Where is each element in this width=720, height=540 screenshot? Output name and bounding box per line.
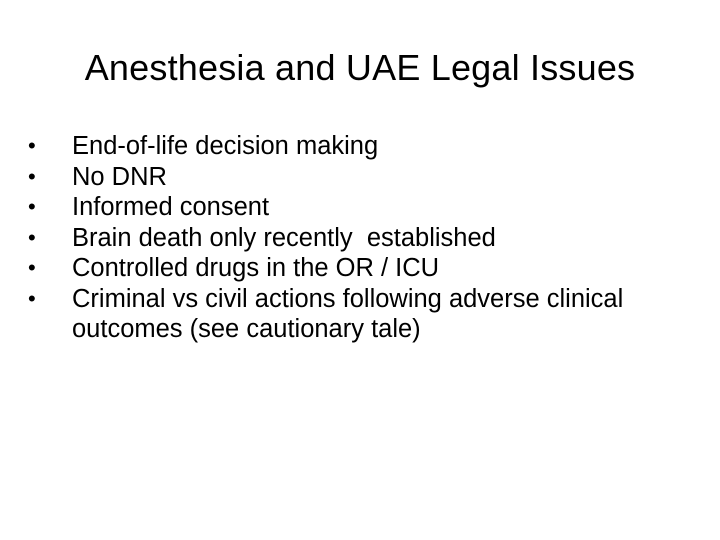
- bullet-icon: •: [28, 194, 36, 219]
- bullet-item-informed-consent: [28, 192, 688, 223]
- bullet-item-no-dnr: [28, 162, 688, 193]
- bullet-text: Controlled drugs in the OR / ICU: [72, 254, 440, 282]
- bullet-list: [28, 131, 688, 345]
- bullet-text: End-of-life decision making: [72, 132, 379, 160]
- bullet-icon: •: [28, 285, 36, 311]
- bullet-item-end-of-life: [28, 131, 688, 162]
- bullet-icon: •: [28, 163, 36, 189]
- bullet-item-controlled-drugs: [28, 253, 688, 284]
- bullet-icon: •: [28, 224, 36, 250]
- bullet-item-brain-death: [28, 223, 688, 254]
- bullet-text: Brain death only recently established: [72, 223, 496, 252]
- bullet-text: Informed consent: [72, 193, 270, 221]
- bullet-icon: •: [28, 133, 36, 158]
- bullet-text: No DNR: [72, 162, 167, 191]
- slide-title: Anesthesia and UAE Legal Issues: [84, 47, 636, 88]
- bullet-text: Criminal vs civil actions following adverse clinical outcomes (see cautionary tale): [72, 284, 624, 343]
- bullet-icon: •: [28, 255, 36, 280]
- bullet-item-criminal-vs-civil: [28, 284, 688, 345]
